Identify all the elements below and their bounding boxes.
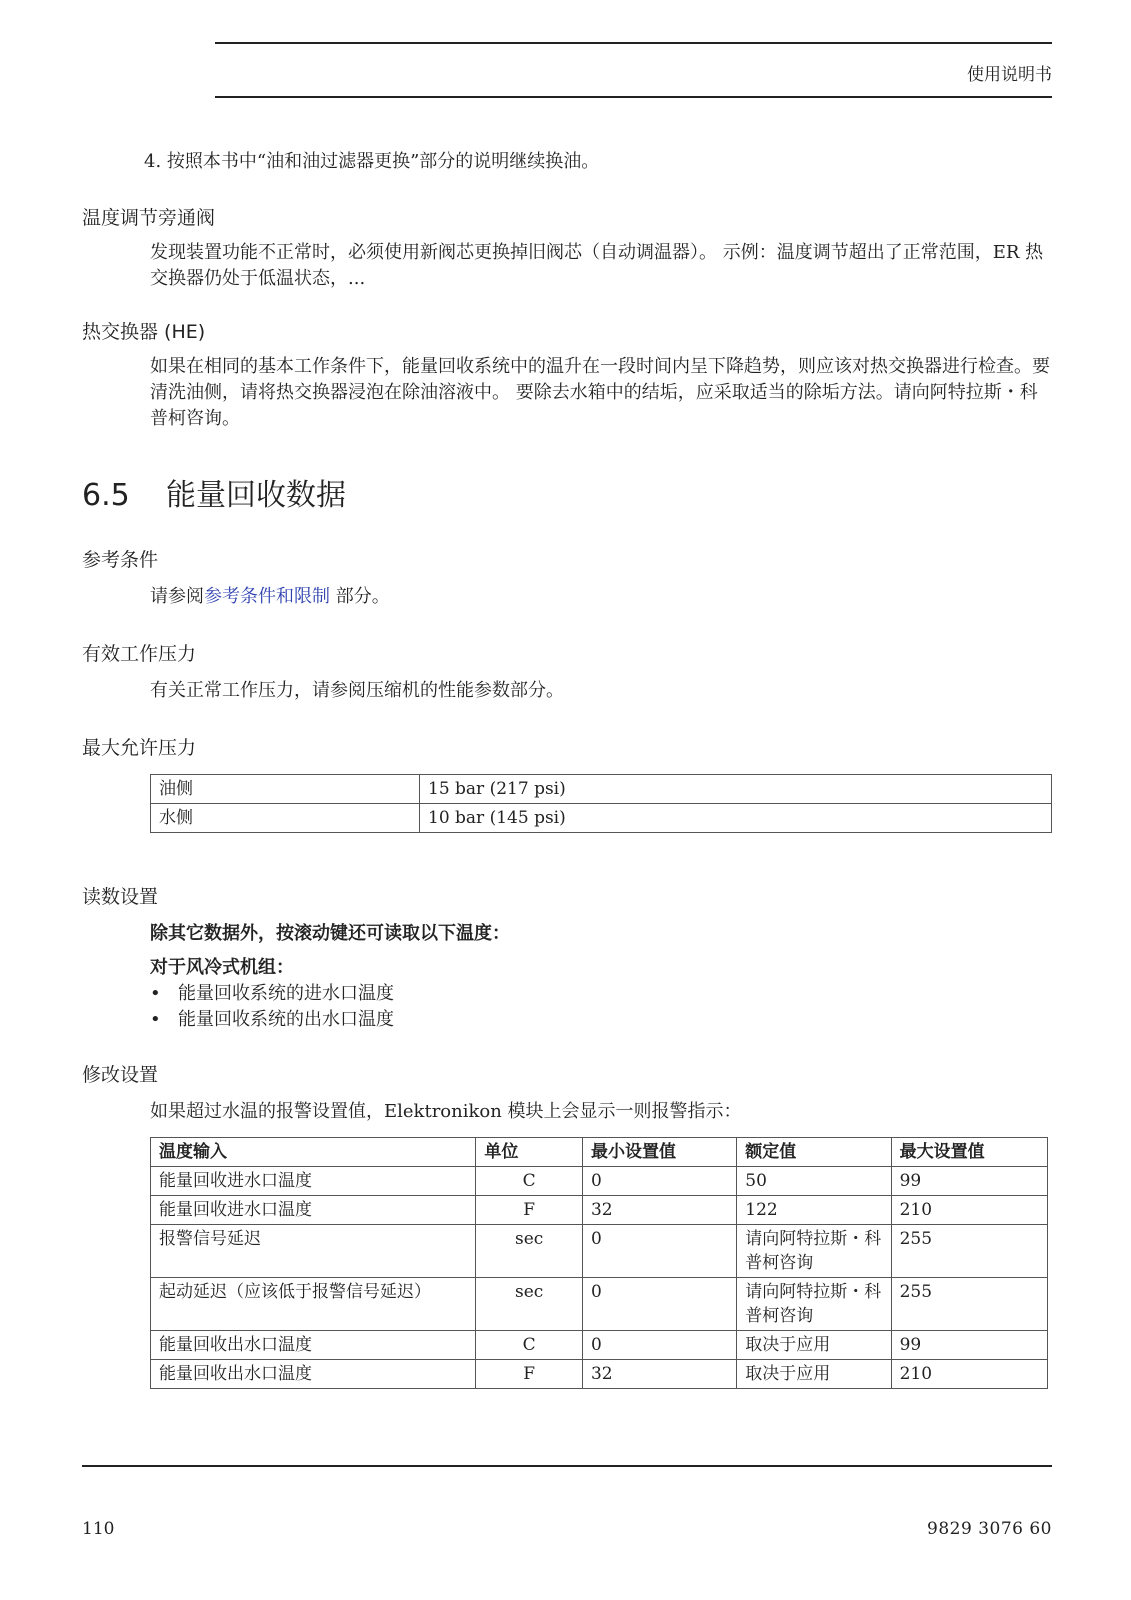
table-row — [151, 1196, 1048, 1225]
working-pressure-heading: 有效工作压力 — [82, 643, 197, 665]
page-content — [82, 148, 1052, 1389]
pressure-value: 10 bar (145 psi) — [420, 804, 1052, 833]
reference-prefix: 请参阅 — [150, 586, 204, 607]
readings-intro: 除其它数据外，按滚动键还可读取以下温度： — [150, 923, 510, 944]
page-number: 110 — [82, 1519, 115, 1539]
table-cell: 能量回收进水口温度 — [151, 1196, 476, 1225]
table-cell: 0 — [582, 1278, 736, 1331]
table-cell: sec — [476, 1278, 583, 1331]
heat-exchanger-heading: 热交换器 (HE) — [82, 321, 206, 343]
max-pressure-table — [150, 774, 1052, 833]
section-title — [82, 476, 1052, 516]
table-cell: C — [476, 1331, 583, 1360]
table-cell: 210 — [891, 1196, 1047, 1225]
reference-link[interactable]: 参考条件和限制 — [204, 586, 330, 607]
table-cell: 32 — [582, 1360, 736, 1389]
table-cell: 32 — [582, 1196, 736, 1225]
table-header-cell: 最小设置值 — [582, 1138, 736, 1167]
table-row — [151, 1331, 1048, 1360]
table-row — [151, 1167, 1048, 1196]
list-item: • 能量回收系统的出水口温度 — [150, 1007, 1052, 1033]
table-cell: 210 — [891, 1360, 1047, 1389]
table-cell: 请向阿特拉斯・科普柯咨询 — [737, 1278, 891, 1331]
table-cell: 能量回收进水口温度 — [151, 1167, 476, 1196]
pressure-row — [151, 804, 1052, 833]
table-header-cell: 温度输入 — [151, 1138, 476, 1167]
pressure-row — [151, 775, 1052, 804]
table-cell: 起动延迟（应该低于报警信号延迟） — [151, 1278, 476, 1331]
pressure-label: 油侧 — [151, 775, 420, 804]
modify-heading: 修改设置 — [82, 1064, 159, 1086]
readings-list — [150, 981, 1052, 1033]
table-cell: 报警信号延迟 — [151, 1225, 476, 1278]
table-cell: 255 — [891, 1278, 1047, 1331]
bypass-valve-heading: 温度调节旁通阀 — [82, 207, 216, 229]
section-name: 能量回收数据 — [166, 478, 346, 513]
table-cell: 99 — [891, 1167, 1047, 1196]
table-cell: 能量回收出水口温度 — [151, 1331, 476, 1360]
table-cell: 请向阿特拉斯・科普柯咨询 — [737, 1225, 891, 1278]
readings-subheading: 对于风冷式机组： — [150, 957, 294, 978]
table-row — [151, 1225, 1048, 1278]
table-cell: F — [476, 1196, 583, 1225]
table-cell: 0 — [582, 1331, 736, 1360]
header-title: 使用说明书 — [967, 65, 1052, 85]
table-cell: 能量回收出水口温度 — [151, 1360, 476, 1389]
bypass-valve-text: 发现装置功能不正常时，必须使用新阀芯更换掉旧阀芯（自动调温器）。 示例：温度调节超出了正常范围，ER 热交换器仍处于低温状态，... — [150, 242, 1044, 289]
header-bottom-rule — [215, 96, 1052, 98]
table-cell: sec — [476, 1225, 583, 1278]
table-cell: 122 — [737, 1196, 891, 1225]
readings-heading: 读数设置 — [82, 886, 159, 908]
reference-heading: 参考条件 — [82, 549, 159, 571]
table-cell: 取决于应用 — [737, 1331, 891, 1360]
table-cell: C — [476, 1167, 583, 1196]
intro-step: 4. 按照本书中“油和油过滤器更换”部分的说明继续换油。 — [144, 151, 600, 172]
table-header-cell: 额定值 — [737, 1138, 891, 1167]
pressure-value: 15 bar (217 psi) — [420, 775, 1052, 804]
table-row — [151, 1360, 1048, 1389]
max-pressure-heading: 最大允许压力 — [82, 737, 197, 759]
table-cell: F — [476, 1360, 583, 1389]
table-cell: 取决于应用 — [737, 1360, 891, 1389]
list-item: • 能量回收系统的进水口温度 — [150, 981, 1052, 1007]
doc-number: 9829 3076 60 — [927, 1519, 1052, 1539]
table-row — [151, 1278, 1048, 1331]
table-cell: 0 — [582, 1167, 736, 1196]
heat-exchanger-text: 如果在相同的基本工作条件下，能量回收系统中的温升在一段时间内呈下降趋势，则应该对热交换器进行检查。要清洗油侧，请将热交换器浸泡在除油溶液中。 要除去水箱中的结垢，应采取适当的除垢方法。请向阿特拉斯・科普柯咨询。 — [150, 356, 1050, 429]
modify-text: 如果超过水温的报警设置值，Elektronikon 模块上会显示一则报警指示： — [150, 1101, 742, 1122]
table-cell: 255 — [891, 1225, 1047, 1278]
table-header-cell: 单位 — [476, 1138, 583, 1167]
working-pressure-text: 有关正常工作压力，请参阅压缩机的性能参数部分。 — [150, 680, 564, 701]
table-cell: 0 — [582, 1225, 736, 1278]
table-cell: 50 — [737, 1167, 891, 1196]
footer-rule — [82, 1465, 1052, 1467]
table-header-cell: 最大设置值 — [891, 1138, 1047, 1167]
table-cell: 99 — [891, 1331, 1047, 1360]
pressure-label: 水侧 — [151, 804, 420, 833]
header-top-rule — [215, 42, 1052, 44]
reference-text — [150, 584, 1052, 610]
alarm-settings-table — [150, 1137, 1048, 1389]
section-number: 6.5 — [82, 478, 130, 513]
reference-suffix: 部分。 — [330, 586, 390, 607]
